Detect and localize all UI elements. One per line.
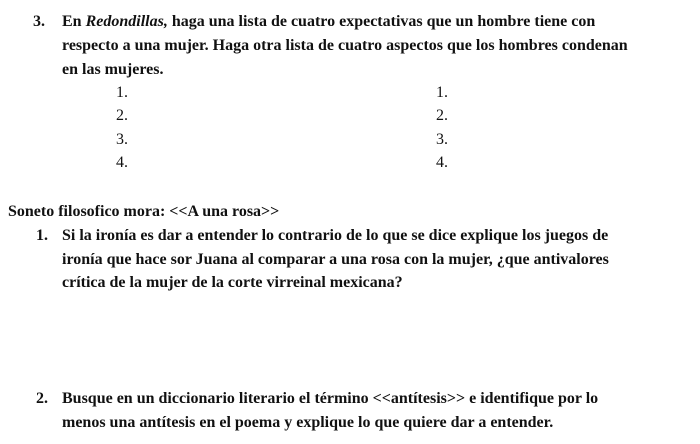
soneto-heading: Soneto filosofico mora: <<A una rosa>> bbox=[8, 203, 280, 220]
q3-right-item-4: 4. bbox=[436, 154, 448, 171]
soneto-q1-number: 1. bbox=[36, 227, 48, 244]
q3-redondillas: Redondillas, bbox=[85, 13, 168, 30]
q3-number: 3. bbox=[33, 13, 45, 30]
q3-line-3: en las mujeres. bbox=[62, 61, 164, 78]
q3-left-item-4: 4. bbox=[116, 154, 128, 171]
q3-left-item-1: 1. bbox=[116, 84, 128, 101]
soneto-q2-number: 2. bbox=[36, 390, 48, 407]
soneto-q1-line-1: Si la ironía es dar a entender lo contrario de lo que se dice explique los juegos de bbox=[62, 227, 609, 244]
q3-left-item-3: 3. bbox=[116, 131, 128, 148]
q3-line-1-rest: haga una lista de cuatro expectativas que un hombre tiene con bbox=[167, 13, 596, 30]
q3-line-2: respecto a una mujer. Haga otra lista de cuatro aspectos que los hombres condenan bbox=[62, 37, 628, 54]
soneto-q2-line-1: Busque en un diccionario literario el término <<antítesis>> e identifique por lo bbox=[62, 390, 599, 407]
soneto-q1-line-2: ironía que hace sor Juana al comparar a una rosa con la mujer, ¿que antivalores bbox=[62, 251, 609, 268]
soneto-q2-line-2: menos una antítesis en el poema y explique lo que quiere dar a entender. bbox=[62, 414, 554, 431]
q3-right-item-3: 3. bbox=[436, 131, 448, 148]
q3-right-item-1: 1. bbox=[436, 84, 448, 101]
q3-left-item-2: 2. bbox=[116, 107, 128, 124]
q3-right-item-2: 2. bbox=[436, 107, 448, 124]
q3-line-1-start: En bbox=[62, 13, 86, 30]
q3-line-1 bbox=[62, 12, 595, 32]
soneto-q1-line-3: crítica de la mujer de la corte virreinal mexicana? bbox=[62, 274, 403, 291]
